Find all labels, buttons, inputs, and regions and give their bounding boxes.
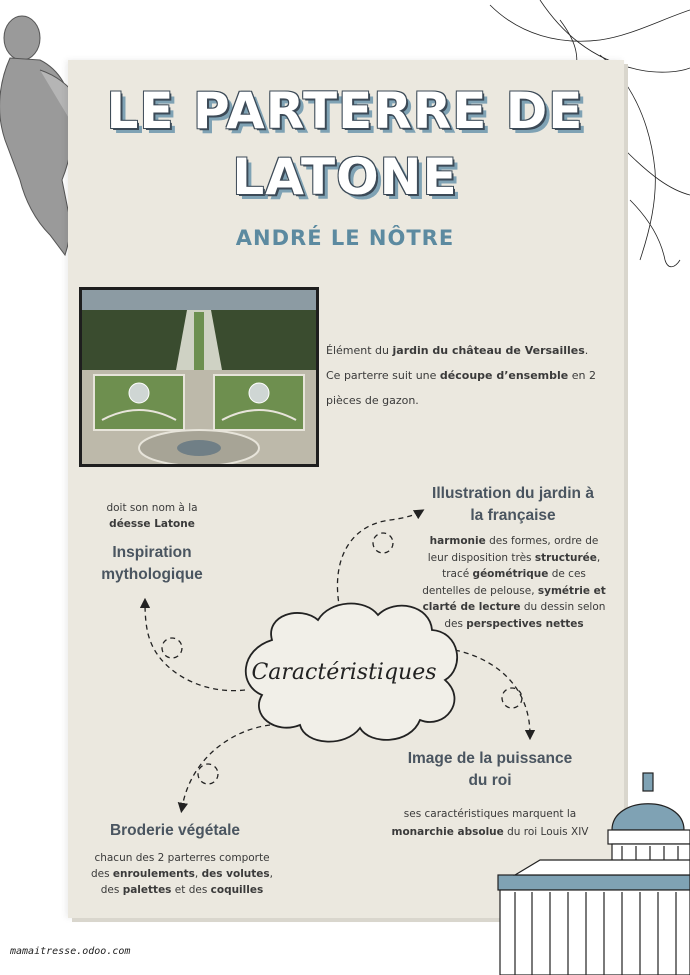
emb-text-2: des xyxy=(90,868,113,880)
fg-text-1: des formes, ordre de xyxy=(485,535,599,547)
emb-text-1: chacun des 2 parterres comporte xyxy=(94,852,270,864)
mythology-note-line1: doit son nom à la xyxy=(106,502,198,514)
emb-bold-2: des volutes xyxy=(201,868,270,880)
power-bold-1: monarchie absolue xyxy=(391,826,504,838)
page-title-line2: LATONE xyxy=(232,148,458,206)
footer-website: mamaitresse.odoo.com xyxy=(10,946,131,957)
mythology-heading-line2: mythologique xyxy=(101,566,203,583)
emb-text-6: et des xyxy=(171,884,211,896)
embroidery-heading: Broderie végétale xyxy=(109,822,241,839)
power-heading-line2: du roi xyxy=(468,772,512,789)
intro-text-4: en 2 pièces de gazon. xyxy=(326,369,596,407)
fg-bold-2: structurée xyxy=(534,551,597,564)
fg-text-6: dentelles de pelouse, xyxy=(422,584,538,597)
emb-bold-4: coquilles xyxy=(210,884,264,896)
fg-text-8: des xyxy=(444,617,467,630)
fg-bold-1: harmonie xyxy=(429,535,486,547)
fg-bold-3: géométrique xyxy=(472,568,549,580)
mythology-heading-line1: Inspiration xyxy=(112,544,192,561)
power-text-1: ses caractéristiques marquent la xyxy=(403,808,577,820)
intro-bold-2: découpe d’ensemble xyxy=(439,369,569,382)
intro-text-1: Élément du xyxy=(326,344,393,357)
author-subtitle: ANDRÉ LE NÔTRE xyxy=(235,226,455,250)
emb-bold-3: palettes xyxy=(122,884,172,896)
power-heading-line1: Image de la puissance xyxy=(407,750,573,767)
fg-text-3: , xyxy=(596,551,601,564)
emb-text-3: , xyxy=(194,868,202,880)
fg-text-4: tracé xyxy=(442,568,473,580)
intro-bold-1: jardin du château de Versailles xyxy=(392,344,585,357)
fg-text-5: de ces xyxy=(548,568,586,580)
french-garden-heading-line1: Illustration du jardin à xyxy=(432,485,594,502)
mythology-note-line2: déesse Latone xyxy=(109,518,195,530)
intro-text-2: . xyxy=(584,344,589,357)
intro-text-3: Ce parterre suit une xyxy=(326,369,440,382)
fg-bold-6: perspectives nettes xyxy=(466,617,584,630)
fg-bold-5: clarté de lecture xyxy=(422,601,521,613)
fg-text-2: leur disposition très xyxy=(427,551,535,564)
power-text-2: du roi Louis XIV xyxy=(503,826,589,838)
page-title-line1: LE PARTERRE DE xyxy=(106,82,584,140)
emb-bold-1: enroulements xyxy=(112,868,195,880)
center-label: Caractéristiques xyxy=(251,660,437,685)
fg-bold-4: symétrie et xyxy=(537,584,606,597)
emb-text-5: des xyxy=(100,884,123,896)
fg-text-7: du dessin selon xyxy=(520,601,606,613)
emb-text-4: , xyxy=(269,868,274,880)
french-garden-heading-line2: la française xyxy=(470,507,556,524)
